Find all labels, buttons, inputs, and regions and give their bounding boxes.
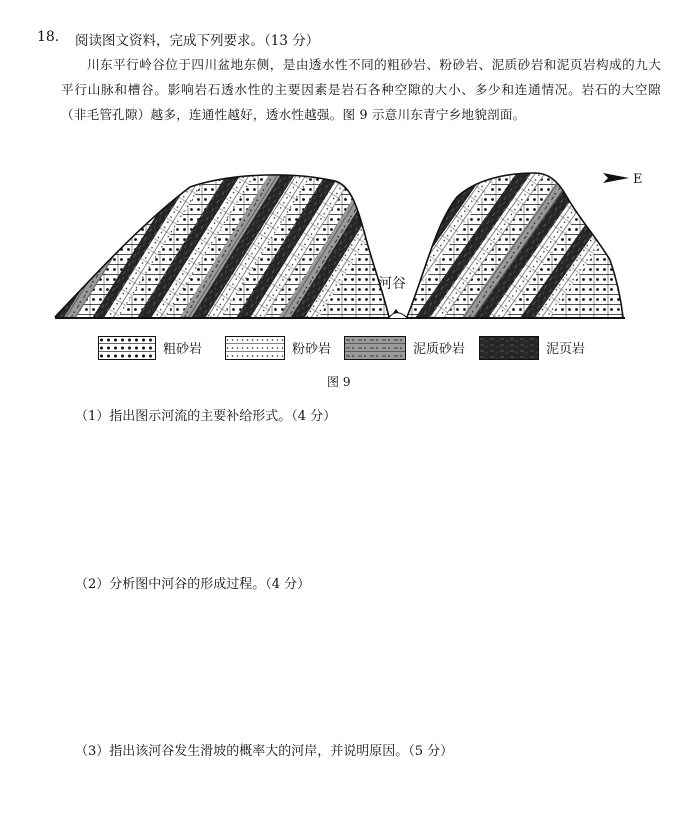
question-paragraph: 川东平行岭谷位于四川盆地东侧，是由透水性不同的粗砂岩、粉砂岩、泥质砂岩和泥页岩构成的九大平行山脉和槽谷。影响岩石透水性的主要因素是岩石各种空隙的大小、多少和连通情况。岩石的大空隙（非毛管孔隙）越多，连通性越好，透水性越强。图 9 示意川东青宁乡地貌剖面。 <box>61 57 661 122</box>
figure-caption: 图 9 <box>327 375 351 389</box>
legend-label-mud-shale: 泥页岩 <box>546 342 586 357</box>
legend-label-siltstone: 粉砂岩 <box>292 342 332 357</box>
direction-label: E <box>633 172 643 187</box>
cross-section-figure <box>55 165 643 330</box>
legend-swatch-muddy-sandstone <box>344 336 406 360</box>
legend-label-coarse-sandstone: 粗砂岩 <box>163 342 203 357</box>
subquestion-3: （3）指出该河谷发生滑坡的概率大的河岸，并说明原因。（5 分） <box>75 744 454 759</box>
valley-label: 河谷 <box>378 276 406 292</box>
legend-swatch-siltstone <box>225 336 285 360</box>
legend-label-muddy-sandstone: 泥质砂岩 <box>413 342 466 357</box>
question-number: 18. <box>37 29 60 45</box>
legend-swatch-mud-shale <box>479 336 539 360</box>
legend-swatch-coarse-sandstone <box>98 336 156 360</box>
subquestion-2: （2）分析图中河谷的形成过程。（4 分） <box>75 577 311 592</box>
question-title: 阅读图文资料，完成下列要求。（13 分） <box>75 33 320 49</box>
east-arrow-icon <box>603 173 629 183</box>
subquestion-1: （1）指出图示河流的主要补给形式。（4 分） <box>75 409 337 424</box>
river-marker-icon <box>393 309 399 313</box>
